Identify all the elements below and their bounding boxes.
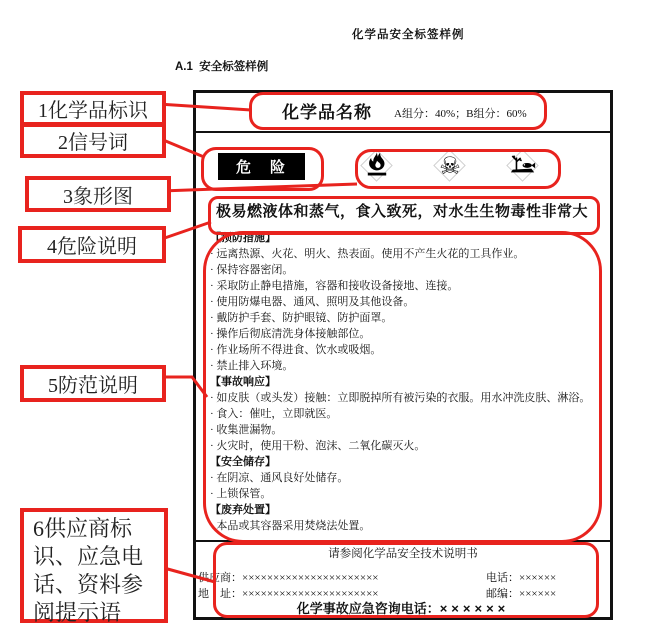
supplier-row <box>198 569 378 585</box>
callout-pictograms: 3象形图 <box>25 176 171 212</box>
skull-symbol: ☠ <box>439 152 461 180</box>
precaution-item: · 保持容器密闭。 <box>210 264 294 276</box>
phone-value: ×××××× <box>519 572 557 584</box>
precaution-item: · 远离热源、火花、明火、热表面。使用不产生火花的工具作业。 <box>210 248 525 260</box>
postcode-value: ×××××× <box>519 588 557 600</box>
precaution-item: · 火灾时，使用干粉、泡沫、二氧化碳灭火。 <box>210 440 426 452</box>
emergency-value: ×××××× <box>439 601 510 616</box>
signal-word: 危 险 <box>218 153 305 180</box>
precaution-sections <box>210 230 590 534</box>
product-composition: A组分：40%；B组分：60% <box>394 108 527 120</box>
skull-crossbones-icon <box>433 149 467 183</box>
address-label: 地 址： <box>198 588 242 600</box>
address-value: ×××××××××××××××××××××× <box>242 588 379 600</box>
precaution-item: · 收集泄漏物。 <box>210 424 283 436</box>
msds-note: 请参阅化学品安全技术说明书 <box>328 548 478 560</box>
phone-row <box>486 569 556 585</box>
safety-label <box>193 90 613 620</box>
product-name: 化学品名称 <box>282 103 372 122</box>
callout-supplier-info: 6供应商标识、应急电话、资料参阅提示语 <box>20 508 168 623</box>
phone-label: 电话： <box>486 572 519 584</box>
callout-product-identity: 1化学品标识 <box>20 91 166 126</box>
precaution-item: · 作业场所不得进食、饮水或吸烟。 <box>210 344 382 356</box>
precaution-item: · 禁止排入环境。 <box>210 360 294 372</box>
precaution-item: · 戴防护手套、防护眼镜、防护面罩。 <box>210 312 393 324</box>
precaution-item: · 在阴凉、通风良好处储存。 <box>210 472 349 484</box>
precaution-item: · 采取防止静电措施，容器和接收设备接地、连接。 <box>210 280 459 292</box>
emergency-label: 化学事故应急咨询电话： <box>296 601 440 616</box>
callout-precautions: 5防范说明 <box>20 365 166 402</box>
callout-signal-word: 2信号词 <box>20 123 166 158</box>
precaution-item: · 本品或其容器采用焚烧法处置。 <box>210 520 371 532</box>
precaution-item: · 食入：催吐，立即就医。 <box>210 408 338 420</box>
supplier-value: ×××××××××××××××××××××× <box>242 572 379 584</box>
emergency-phone <box>196 598 610 617</box>
flame-symbol <box>364 151 390 181</box>
section-heading-disposal: 【废弃处置】 <box>210 504 276 516</box>
precaution-item: · 操作后彻底清洗身体接触部位。 <box>210 328 371 340</box>
divider <box>196 131 610 133</box>
precaution-item: · 使用防爆电器、通风、照明及其他设备。 <box>210 296 415 308</box>
section-heading: A.1 安全标签样例 <box>175 61 269 73</box>
environment-symbol <box>509 152 537 180</box>
section-heading-response: 【事故响应】 <box>210 376 276 388</box>
section-heading-storage: 【安全储存】 <box>210 456 276 468</box>
postcode-label: 邮编： <box>486 588 519 600</box>
pictogram-row <box>360 150 540 182</box>
flame-icon <box>360 149 394 183</box>
callout-hazard-statement: 4危险说明 <box>18 226 166 263</box>
divider <box>196 540 610 542</box>
environment-icon <box>506 149 540 183</box>
supplier-label: 供应商： <box>198 572 242 584</box>
section-heading-prevention: 【预防措施】 <box>210 232 276 244</box>
precaution-item: · 上锁保管。 <box>210 488 272 500</box>
page-title: 化学品安全标签样例 <box>352 29 465 41</box>
hazard-statement: 极易燃液体和蒸气，食入致死，对水生生物毒性非常大 <box>216 203 589 220</box>
precaution-item: · 如皮肤（或头发）接触：立即脱掉所有被污染的衣服。用水冲洗皮肤、淋浴。 <box>210 392 591 404</box>
